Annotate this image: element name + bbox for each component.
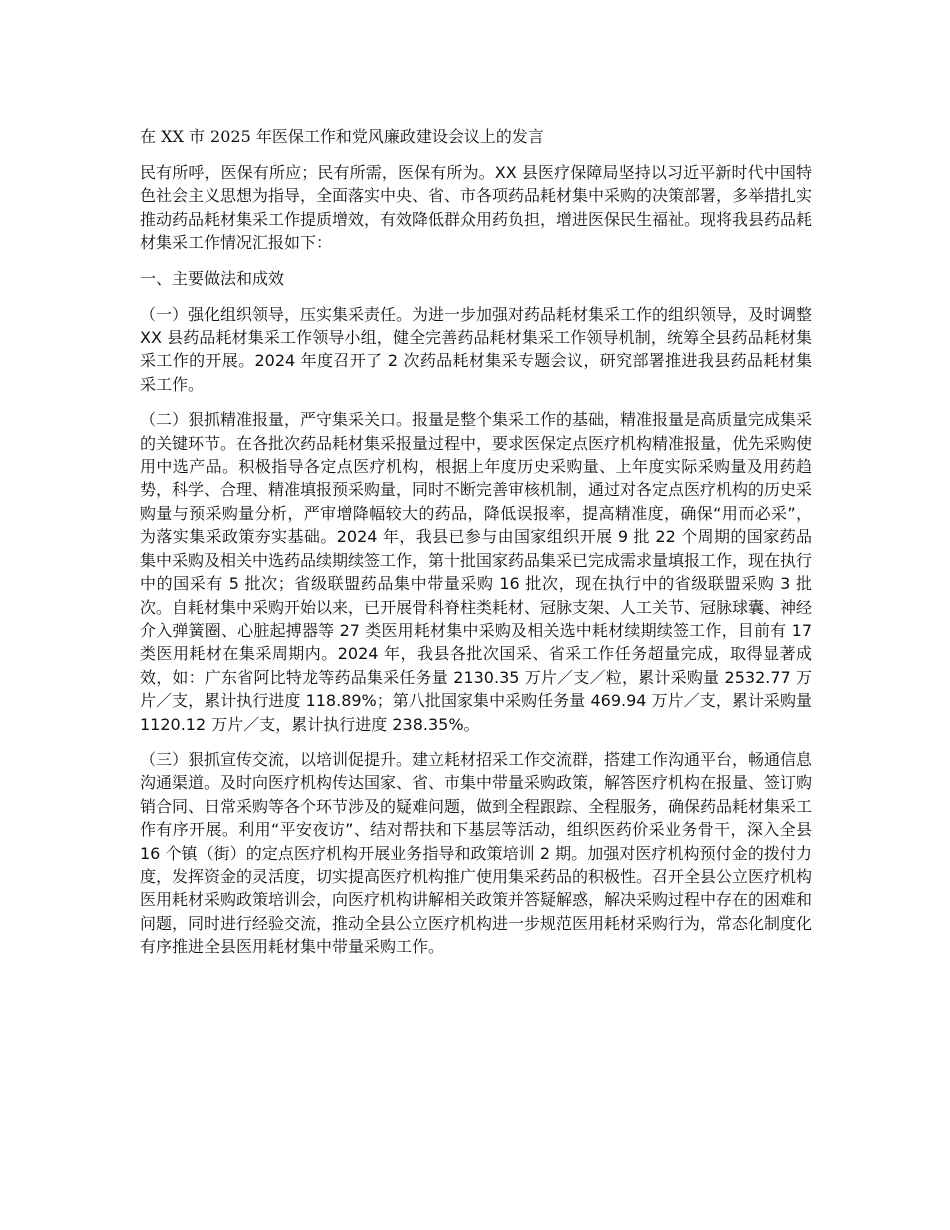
document-title: 在 XX 市 2025 年医保工作和党风廉政建设会议上的发言	[140, 127, 544, 146]
intro-paragraph: 民有所呼，医保有所应；民有所需，医保有所为。XX 县医疗保障局坚持以习近平新时代中国特色社会主义思想为指导，全面落实中央、省、市各项药品耗材集中采购的决策部署，多举措扎实推动药品耗材集采工作提质增效，有效降低群众用药负担，增进医保民生福祉。现将我县药品耗材集采工作情况汇报如下：	[140, 163, 813, 253]
section-heading-1: 一、主要做法和成效	[140, 268, 285, 288]
paragraph-reporting: （二）狠抓精准报量，严守集采关口。报量是整个集采工作的基础，精准报量是高质量完成集采的关键环节。在各批次药品耗材集采报量过程中，要求医保定点医疗机构精准报量，优先采购使用中选产品。积极指导各定点医疗机构，根据上年度历史采购量、上年度实际采购量及用药趋势，科学、合理、精准填报预采购量，同时不断完善审核机制，通过对各定点医疗机构的历史采购量与预采购量分析，严审增降幅较大的药品，降低误报率，提高精准度，确保“用而必采”，为落实集采政策夯实基础。2024 年，我县已参与由国家组织开展 9 批 22 个周期的国家药品集中采购及相关中选药品续期续签工作，第十批国家药品集采已完成需求量填报工作，现在执行中的国采有 5 批次；省级联盟药品集中带量采购 16 批次，现在执行中的省级联盟采购 3 批次。自耗材集中采购开始以来，已开展骨科脊柱类耗材、冠脉支架、人工关节、冠脉球囊、神经介入弹簧圈、心脏起搏器等 27 类医用耗材集中采购及相关选中耗材续期续签工作，目前有 17 类医用耗材在集采周期内。2024 年，我县各批次国采、省采工作任务超量完成，取得显著成效，如：广东省阿比特龙等药品集采任务量 2130.35 万片／支／粒，累计采购量 2532.77 万片／支，累计执行进度 118.89%；第八批国家集中采购任务量 469.94 万片／支，累计采购量 1120.12 万片／支，累计执行进度 238.35%。	[140, 410, 813, 734]
paragraph-training: （三）狠抓宣传交流，以培训促提升。建立耗材招采工作交流群，搭建工作沟通平台，畅通信息沟通渠道。及时向医疗机构传达国家、省、市集中带量采购政策，解答医疗机构在报量、签订购销合同、日常采购等各个环节涉及的疑难问题，做到全程跟踪、全程服务，确保药品耗材集采工作有序开展。利用“平安夜访”、结对帮扶和下基层等活动，组织医药价采业务骨干，深入全县 16 个镇（街）的定点医疗机构开展业务指导和政策培训 2 期。加强对医疗机构预付金的拨付力度，发挥资金的灵活度，切实提高医疗机构推广使用集采药品的积极性。召开全县公立医疗机构医用耗材采购政策培训会，向医疗机构讲解相关政策并答疑解惑，解决采购过程中存在的困难和问题，同时进行经验交流，推动全县公立医疗机构进一步规范医用耗材采购行为，常态化制度化有序推进全县医用耗材集中带量采购工作。	[140, 749, 813, 957]
document-page	[140, 125, 812, 971]
paragraph-organization: （一）强化组织领导，压实集采责任。为进一步加强对药品耗材集采工作的组织领导，及时调整 XX 县药品耗材集采工作领导小组，健全完善药品耗材集采工作领导机制，统筹全县药品耗材集采工作的开展。2024 年度召开了 2 次药品耗材集采专题会议，研究部署推进我县药品耗材集采工作。	[140, 304, 813, 394]
